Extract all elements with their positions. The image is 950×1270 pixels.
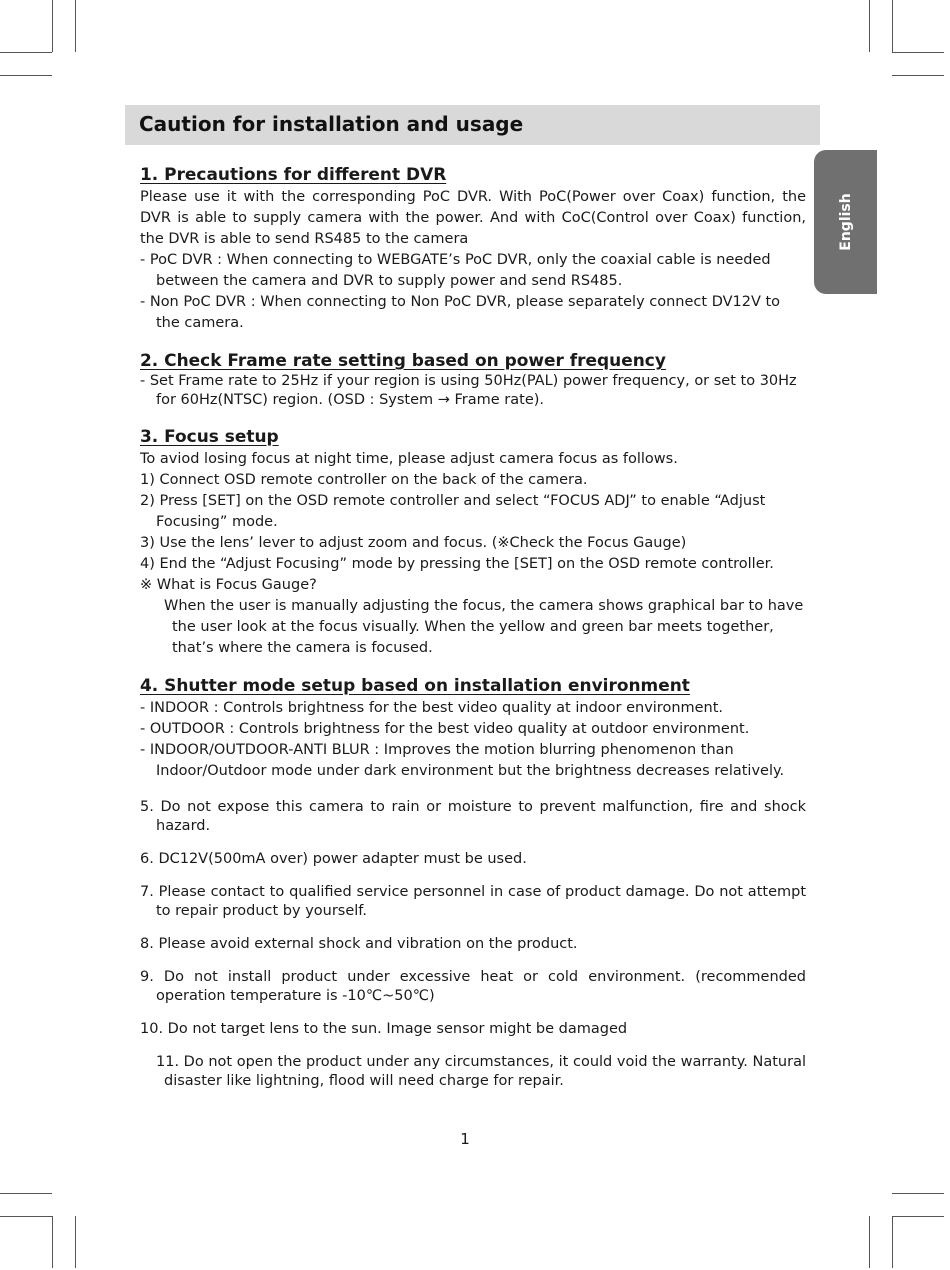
crop-mark	[0, 1216, 52, 1217]
crop-mark	[0, 75, 52, 76]
page-header	[125, 105, 820, 145]
caution-item: 10. Do not target lens to the sun. Image sensor might be damaged	[140, 1021, 628, 1037]
section-paragraph: Please use it with the corresponding PoC DVR. With PoC(Power over Coax) function, the DVR is able to supply camera with the power. And with CoC(Control over Coax) function, the DVR is able to send RS485 to the camera	[140, 189, 806, 247]
language-tab-label: English	[837, 193, 854, 251]
section-title: 2. Check Frame rate setting based on power frequency	[140, 350, 666, 370]
list-item: - PoC DVR : When connecting to WEBGATE’s PoC DVR, only the coaxial cable is needed between the camera and DVR to supply power and send RS485.	[140, 252, 771, 289]
section-precautions	[140, 164, 806, 334]
language-tab	[814, 150, 877, 294]
section-title: 1. Precautions for different DVR	[140, 164, 447, 184]
crop-mark	[892, 1193, 944, 1194]
caution-item: 5. Do not expose this camera to rain or moisture to prevent malfunction, fire and shock hazard.	[140, 799, 806, 834]
note-body: When the user is manually adjusting the focus, the camera shows graphical bar to have the user look at the focus visually. When the yellow and green bar meets together, that’s where the camera is focused.	[164, 598, 804, 656]
list-item: - INDOOR : Controls brightness for the best video quality at indoor environment.	[140, 700, 724, 716]
list-item: - INDOOR/OUTDOOR-ANTI BLUR : Improves the motion blurring phenomenon than Indoor/Outdoor mode under dark environment but the brightness decreases relatively.	[140, 742, 785, 779]
crop-mark	[75, 1216, 76, 1268]
section-frame-rate	[140, 350, 806, 410]
crop-mark	[52, 0, 53, 52]
list-item: - OUTDOOR : Controls brightness for the best video quality at outdoor environment.	[140, 721, 750, 737]
section-focus-setup	[140, 426, 806, 659]
caution-item: 7. Please contact to qualified service personnel in case of product damage. Do not attempt to repair product by yourself.	[140, 884, 806, 919]
document-body	[140, 164, 806, 1091]
page-number: 1	[460, 1130, 470, 1148]
section-title: 3. Focus setup	[140, 426, 279, 446]
caution-item: 6. DC12V(500mA over) power adapter must be used.	[140, 851, 527, 867]
section-paragraph: To aviod losing focus at night time, please adjust camera focus as follows.	[140, 451, 678, 467]
section-paragraph: - Set Frame rate to 25Hz if your region is using 50Hz(PAL) power frequency, or set to 30Hz for 60Hz(NTSC) region. (OSD : System → Frame rate).	[140, 373, 797, 408]
list-item: 3) Use the lens’ lever to adjust zoom and focus. (※Check the Focus Gauge)	[140, 535, 687, 551]
note-title: ※ What is Focus Gauge?	[140, 577, 317, 593]
caution-item: 8. Please avoid external shock and vibration on the product.	[140, 936, 578, 952]
crop-mark	[869, 0, 870, 52]
caution-item: 11. Do not open the product under any circumstances, it could void the warranty. Natural disaster like lightning, flood will need charge for repair.	[156, 1054, 806, 1089]
crop-mark	[892, 0, 893, 52]
crop-mark	[892, 1216, 944, 1217]
crop-mark	[52, 1216, 53, 1268]
crop-mark	[892, 52, 944, 53]
caution-item: 9. Do not install product under excessive heat or cold environment. (recommended operation temperature is -10℃~50℃)	[140, 969, 806, 1004]
list-item: 4) End the “Adjust Focusing” mode by pressing the [SET] on the OSD remote controller.	[140, 556, 774, 572]
crop-mark	[869, 1216, 870, 1268]
crop-mark	[0, 52, 52, 53]
list-item: 2) Press [SET] on the OSD remote controller and select “FOCUS ADJ” to enable “Adjust Focusing” mode.	[140, 493, 766, 530]
crop-mark	[75, 0, 76, 52]
crop-mark	[0, 1193, 52, 1194]
section-shutter-mode	[140, 675, 806, 782]
crop-mark	[892, 1216, 893, 1268]
list-item: - Non PoC DVR : When connecting to Non PoC DVR, please separately connect DV12V to the camera.	[140, 294, 781, 331]
page-title: Caution for installation and usage	[139, 112, 524, 136]
list-item: 1) Connect OSD remote controller on the back of the camera.	[140, 472, 588, 488]
crop-mark	[892, 75, 944, 76]
section-title: 4. Shutter mode setup based on installation environment	[140, 675, 690, 695]
